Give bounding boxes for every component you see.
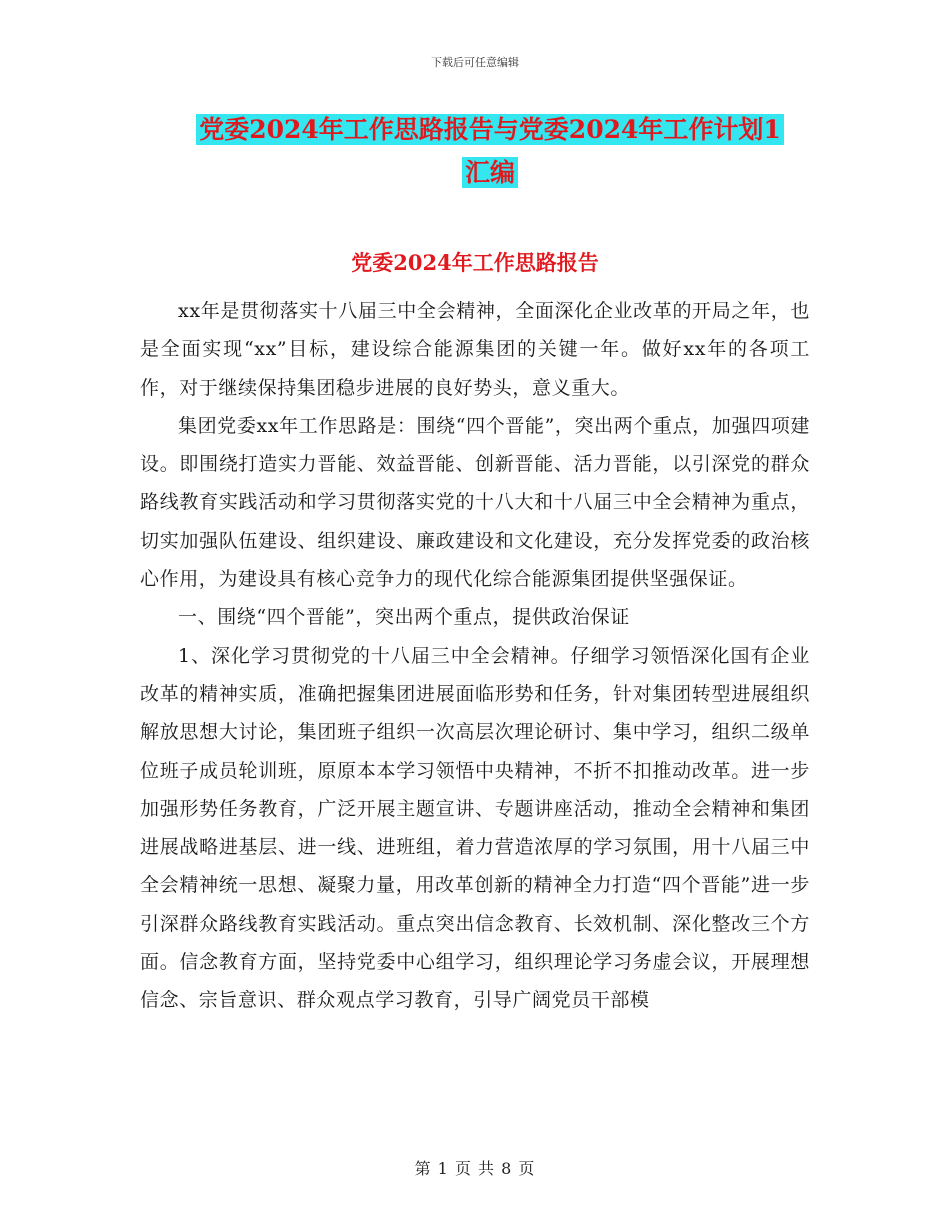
body-text bbox=[140, 292, 810, 1020]
section-title: 党委2024年工作思路报告 bbox=[351, 250, 599, 275]
paragraph: xx年是贯彻落实十八届三中全会精神，全面深化企业改革的开局之年，也是全面实现“xx”目标，建设综合能源集团的关键一年。做好xx年的各项工作，对于继续保持集团稳步进展的良好势头，意义重大。 bbox=[140, 300, 810, 399]
header-note: 下载后可任意编辑 bbox=[431, 56, 519, 69]
document-title-line-2: 汇编 bbox=[462, 157, 518, 188]
paragraph: 1、深化学习贯彻党的十八届三中全会精神。仔细学习领悟深化国有企业改革的精神实质，准确把握集团进展面临形势和任务，针对集团转型进展组织解放思想大讨论，集团班子组织一次高层次理论研讨、集中学习，组织二级单位班子成员轮训班，原原本本学习领悟中央精神，不折不扣推动改革。进一步加强形势任务教育，广泛开展主题宣讲、专题讲座活动，推动全会精神和集团进展战略进基层、进一线、进班组，着力营造浓厚的学习氛围，用十八届三中全会精神统一思想、凝聚力量，用改革创新的精神全力打造“四个晋能”进一步引深群众路线教育实践活动。重点突出信念教育、长效机制、深化整改三个方面。信念教育方面，坚持党委中心组学习，组织理论学习务虚会议，开展理想信念、宗旨意识、群众观点学习教育，引导广阔党员干部模 bbox=[140, 644, 810, 1012]
paragraph-heading: 一、围绕“四个晋能”，突出两个重点，提供政治保证 bbox=[178, 606, 630, 629]
document-title-line-1: 党委2024年工作思路报告与党委2024年工作计划1 bbox=[196, 114, 784, 145]
document-title bbox=[140, 108, 840, 194]
paragraph: 集团党委xx年工作思路是：围绕“四个晋能”，突出两个重点，加强四项建设。即围绕打造实力晋能、效益晋能、创新晋能、活力晋能，以引深党的群众路线教育实践活动和学习贯彻落实党的十八大和十八届三中全会精神为重点，切实加强队伍建设、组织建设、廉政建设和文化建设，充分发挥党委的政治核心作用，为建设具有核心竞争力的现代化综合能源集团提供坚强保证。 bbox=[140, 414, 810, 591]
page-footer: 第 1 页 共 8 页 bbox=[414, 1159, 536, 1178]
